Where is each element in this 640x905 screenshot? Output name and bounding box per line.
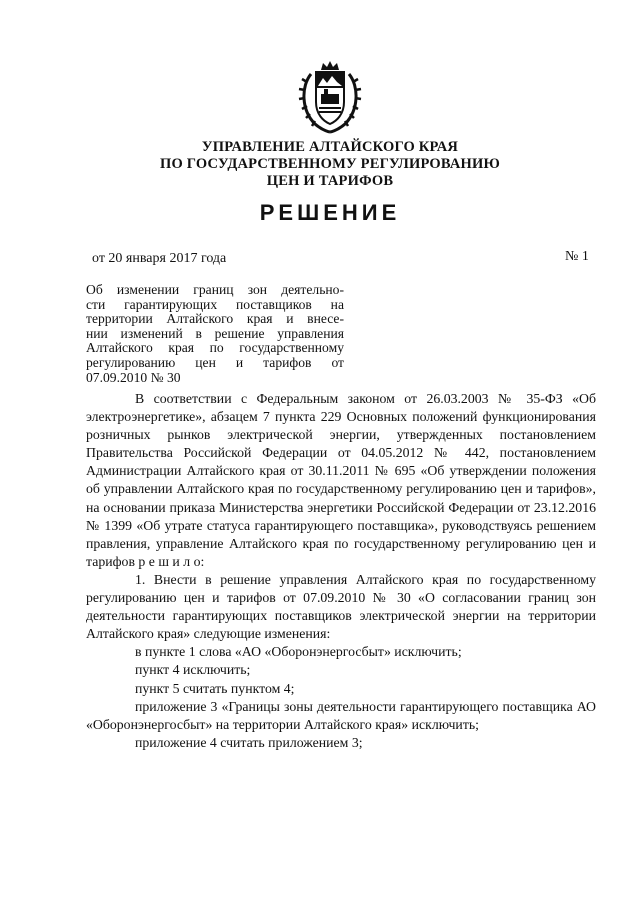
subject-line: нии изменений в решение управления [86,325,344,341]
org-line: УПРАВЛЕНИЕ АЛТАЙСКОГО КРАЯ [201,139,459,155]
coat-of-arms-emblem [297,58,363,136]
subject-block [86,283,344,385]
org-line: ПО ГОСУДАРСТВЕННОМУ РЕГУЛИРОВАНИЮ [159,156,501,172]
body-paragraph-preamble: В соответствии с Федеральным законом от 26.03.2003 № 35-ФЗ «Об электроэнергетике», абзацем 7 пункта 229 Основных положений функционирования розничных рынков электрической энергии, утвержденных постановлением Правительства Российской Федерации от 04.05.2012 № 442, постановлением Администрации Алтайского края от 30.11.2011 № 695 «Об утверждении положения об управлении Алтайского края по государственному регулированию цен и тарифов», на основании приказа Министерства энергетики Российской Федерации от 23.12.2016 № 1399 «Об утрате статуса гарантирующего поставщика», руководствуясь решением правления, управление Алтайского края по государственному регулированию цен и тарифов р е ш и л о: [86,391,596,569]
body-paragraph: в пункте 1 слова «АО «Оборонэнергосбыт» исключить; [135,644,462,660]
document-date: от 20 января 2017 года [92,251,227,266]
subject-line: 07.09.2010 № 30 [86,369,181,385]
body-paragraph: пункт 5 считать пунктом 4; [135,680,295,696]
body-paragraph: приложение 3 «Границы зоны деятельности гарантирующего поставщика АО «Оборонэнергосбыт» на территории Алтайского края» исключить; [86,698,596,732]
subject-line: Об изменении границ зон деятельно- [86,282,344,297]
document-number: № 1 [565,249,589,264]
document-body [86,390,596,752]
org-line: ЦЕН И ТАРИФОВ [266,173,394,189]
body-paragraph: пункт 4 исключить; [135,662,251,678]
subject-line: регулированию цен и тарифов от [86,354,344,370]
body-paragraph: приложение 4 считать приложением 3; [135,734,363,750]
subject-line: сти гарантирующих поставщиков на [86,296,344,312]
organization-name [120,139,540,190]
subject-line: Алтайского края по государственному [86,340,344,356]
body-paragraph-item-1: 1. Внести в решение управления Алтайского края по государственному регулированию цен и тарифов от 07.09.2010 № 30 «О согласовании границ зон деятельности гарантирующих поставщиков электрической энергии на территории Алтайского края» следующие изменения: [86,571,596,642]
document-type-title: РЕШЕНИЕ [259,200,401,225]
subject-line: территории Алтайского края и внесе- [86,311,344,327]
